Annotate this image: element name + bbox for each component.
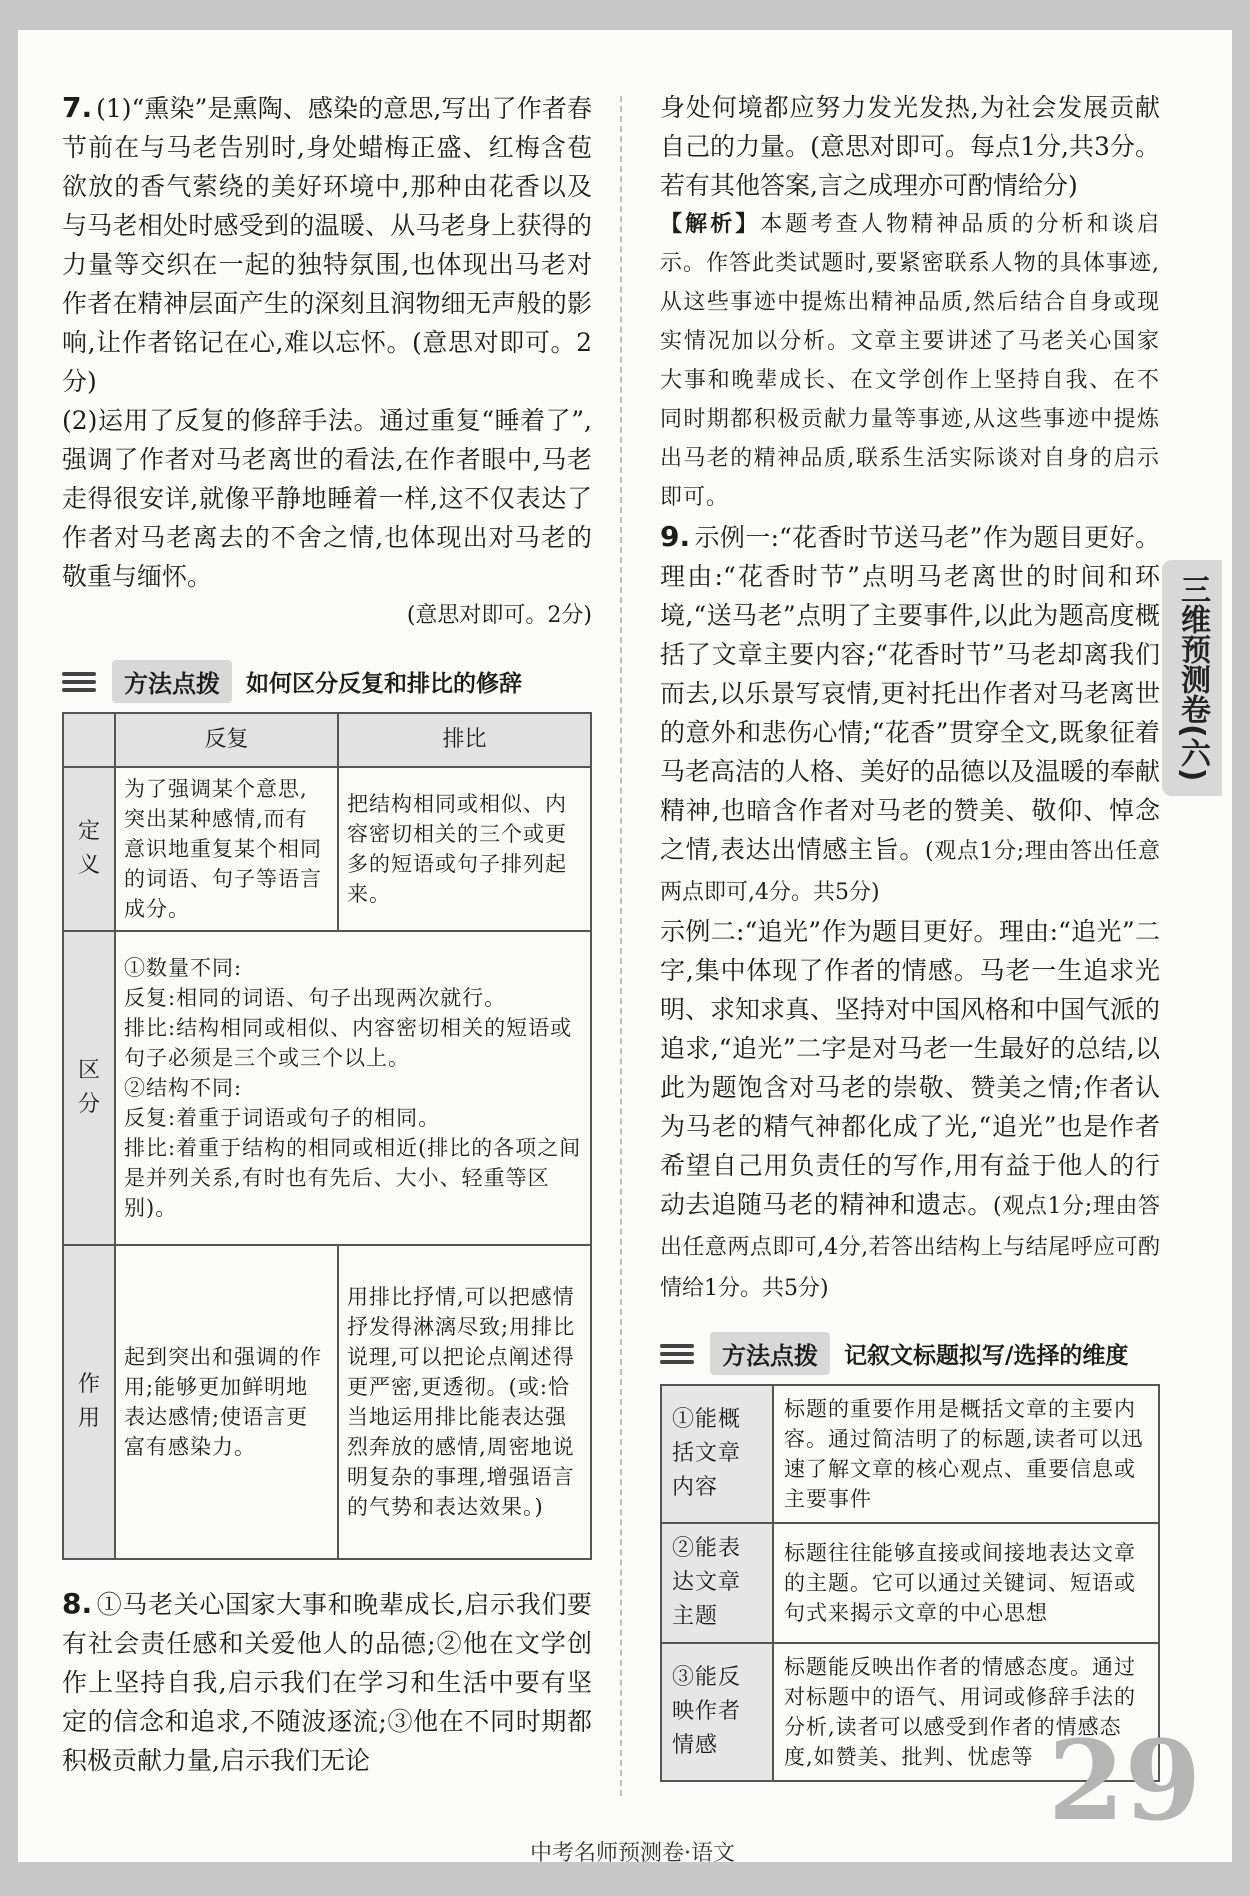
q8-analysis bbox=[660, 205, 1160, 517]
volume-side-tab: 三维预测卷(六) bbox=[1162, 560, 1222, 796]
dimension-theme-label: ②能表达文章主题 bbox=[661, 1523, 773, 1643]
dimension-emotion-text: 标题能反映出作者的情感态度。通过对标题中的语气、用词或修辞手法的分析,读者可以感受到作者的情感态度,如赞美、批判、忧虑等 bbox=[773, 1643, 1159, 1781]
difference-line-6: 排比:着重于结构的相同或相近(排比的各项之间是并列关系,有时也有先后、大小、轻重等区别)。 bbox=[124, 1136, 582, 1220]
dimension-summary-text: 标题的重要作用是概括文章的主要内容。通过简洁明了的标题,读者可以迅速了解文章的核心观点、重要信息或主要事件 bbox=[773, 1385, 1159, 1523]
method-title: 如何区分反复和排比的修辞 bbox=[246, 670, 522, 697]
table-row-definition bbox=[63, 767, 591, 931]
method-heading-1 bbox=[62, 662, 592, 700]
column-header-parallelism: 排比 bbox=[338, 713, 591, 767]
method-title: 记叙文标题拟写/选择的维度 bbox=[844, 1342, 1129, 1369]
difference-line-4: ②结构不同: bbox=[124, 1076, 243, 1100]
q9-example-1 bbox=[660, 517, 1160, 912]
q9-example-1-text: 示例一:“花香时节送马老”作为题目更好。理由:“花香时节”点明马老离世的时间和环境,“送马老”点明了主要事件,以此为题高度概括了文章主要内容;“花香时节”马老却离我们而去,以乐景写哀情,更衬托出作者对马老离世的意外和悲伤心情;“花香”贯穿全文,既象征着马老高洁的人格、美好的品德以及温暖的奉献精神,也暗含作者对马老的赞美、敬仰、悼念之情,表达出情感主旨。 bbox=[660, 523, 1161, 864]
column-divider bbox=[620, 96, 622, 1796]
right-column bbox=[660, 88, 1160, 1782]
q9-example-2-score: (观点1分;理由答出任意两点即可,4分,若答出结构上与结尾呼应可酌情给1分。共5分) bbox=[660, 1194, 1160, 1301]
question-9 bbox=[660, 517, 1160, 1308]
function-repetition: 起到突出和强调的作用;能够更加鲜明地表达感情;使语言更富有感染力。 bbox=[115, 1245, 338, 1559]
rhetoric-comparison-table bbox=[62, 712, 592, 1560]
question-8 bbox=[62, 1584, 592, 1780]
q8-part1-text: ①马老关心国家大事和晚辈成长,启示我们要有社会责任感和关爱他人的品德;②他在文学创作上坚持自我,启示我们在学习和生活中要有坚定的信念和追求,不随波逐流;③他在不同时期都积极贡献力量,启示我们无论 bbox=[62, 1590, 592, 1775]
table-row-function bbox=[63, 1245, 591, 1559]
dimension-emotion-label: ③能反映作者情感 bbox=[661, 1643, 773, 1781]
difference-line-5: 反复:着重于词语或句子的相同。 bbox=[124, 1106, 441, 1130]
row-label-function: 作用 bbox=[63, 1245, 115, 1559]
question-7 bbox=[62, 88, 592, 636]
lines-icon bbox=[660, 1339, 700, 1367]
table-corner bbox=[63, 713, 115, 767]
definition-repetition: 为了强调某个意思,突出某种感情,而有意识地重复某个相同的词语、句子等语言成分。 bbox=[115, 767, 338, 931]
q7-score: (意思对即可。2分) bbox=[406, 603, 592, 628]
analysis-label: 【解析】 bbox=[660, 211, 761, 237]
method-tag: 方法点拨 bbox=[112, 660, 232, 703]
q9-example-1-score: (观点1分;理由答出任意两点即可,4分。共5分) bbox=[660, 839, 1161, 905]
definition-parallelism: 把结构相同或相似、内容密切相关的三个或更多的短语或句子排列起来。 bbox=[338, 767, 591, 931]
table-header-row bbox=[63, 713, 591, 767]
difference-line-1: ①数量不同: bbox=[124, 956, 243, 980]
dimension-theme-text: 标题往往能够直接或间接地表达文章的主题。它可以通过关键词、短语或句式来揭示文章的中心思想 bbox=[773, 1523, 1159, 1643]
analysis-text: 本题考查人物精神品质的分析和谈启示。作答此类试题时,要紧密联系人物的具体事迹,从这些事迹中提炼出精神品质,然后结合自身或现实情况加以分析。文章主要讲述了马老关心国家大事和晚辈成长、在文学创作上坚持自我、在不同时期都积极贡献力量等事迹,从这些事迹中提炼出马老的精神品质,联系生活实际谈对自身的启示即可。 bbox=[660, 212, 1160, 510]
q9-example-2 bbox=[660, 912, 1160, 1308]
q7-part2: (2)运用了反复的修辞手法。通过重复“睡着了”,强调了作者对马老离世的看法,在作者眼中,马老走得很安详,就像平静地睡着一样,这不仅表达了作者对马老离去的不舍之情,也体现出对马老的敬重与缅怀。 bbox=[62, 406, 592, 591]
q8-part2: 身处何境都应努力发光发热,为社会发展贡献自己的力量。(意思对即可。每点1分,共3分。若有其他答案,言之成理亦可酌情给分) bbox=[660, 93, 1160, 200]
table-row bbox=[661, 1523, 1159, 1643]
row-label-definition: 定义 bbox=[63, 767, 115, 931]
table-row bbox=[661, 1385, 1159, 1523]
difference-line-2: 反复:相同的词语、句子出现两次就行。 bbox=[124, 986, 507, 1010]
row-label-difference: 区分 bbox=[63, 931, 115, 1245]
page-border-left bbox=[0, 0, 18, 1896]
page-footer: 中考名师预测卷·语文 bbox=[530, 1841, 735, 1866]
table-row-difference bbox=[63, 931, 591, 1245]
page-border-right bbox=[1232, 0, 1250, 1896]
lines-icon bbox=[62, 667, 102, 695]
method-tag: 方法点拨 bbox=[710, 1332, 830, 1375]
difference-line-3: 排比:结构相同或相似、内容密切相关的短语或句子必须是三个或三个以上。 bbox=[124, 1016, 573, 1070]
method-heading-2 bbox=[660, 1334, 1160, 1372]
left-column bbox=[62, 88, 592, 1780]
column-header-repetition: 反复 bbox=[115, 713, 338, 767]
q9-number: 9. bbox=[660, 520, 691, 553]
q8-part1 bbox=[62, 1584, 592, 1780]
difference-cell bbox=[115, 931, 591, 1245]
function-parallelism: 用排比抒情,可以把感情抒发得淋漓尽致;用排比说理,可以把论点阐述得更严密,更透彻。(或:恰当地运用排比能表达强烈奔放的感情,周密地说明复杂的事理,增强语言的气势和表达效果。) bbox=[338, 1245, 591, 1559]
page-border-top bbox=[0, 0, 1250, 30]
q8-number: 8. bbox=[62, 1587, 93, 1620]
page-number: 29 bbox=[1048, 1716, 1202, 1845]
q7-number: 7. bbox=[62, 91, 93, 124]
page-border-bottom bbox=[0, 1862, 1250, 1896]
q7-part1-text: (1)“熏染”是熏陶、感染的意思,写出了作者春节前在与马老告别时,身处蜡梅正盛、红梅含苞欲放的香气萦绕的美好环境中,那种由花香以及与马老相处时感受到的温暖、从马老身上获得的力量等交织在一起的独特氛围,也体现出马老对作者在精神层面产生的深刻且润物细无声般的影响,让作者铭记在心,难以忘怀。(意思对即可。2分) bbox=[62, 94, 592, 396]
q9-example-2-text: 示例二:“追光”作为题目更好。理由:“追光”二字,集中体现了作者的情感。马老一生追求光明、求知求真、坚持对中国风格和中国气派的追求,“追光”二字是对马老一生最好的总结,以此为题饱含对马老的崇敬、赞美之情;作者认为马老的精气神都化成了光,“追光”也是作者希望自己用负责任的写作,用有益于他人的行动去追随马老的精神和遗志。 bbox=[660, 917, 1161, 1219]
q7-part1 bbox=[62, 88, 592, 401]
dimension-summary-label: ①能概括文章内容 bbox=[661, 1385, 773, 1523]
